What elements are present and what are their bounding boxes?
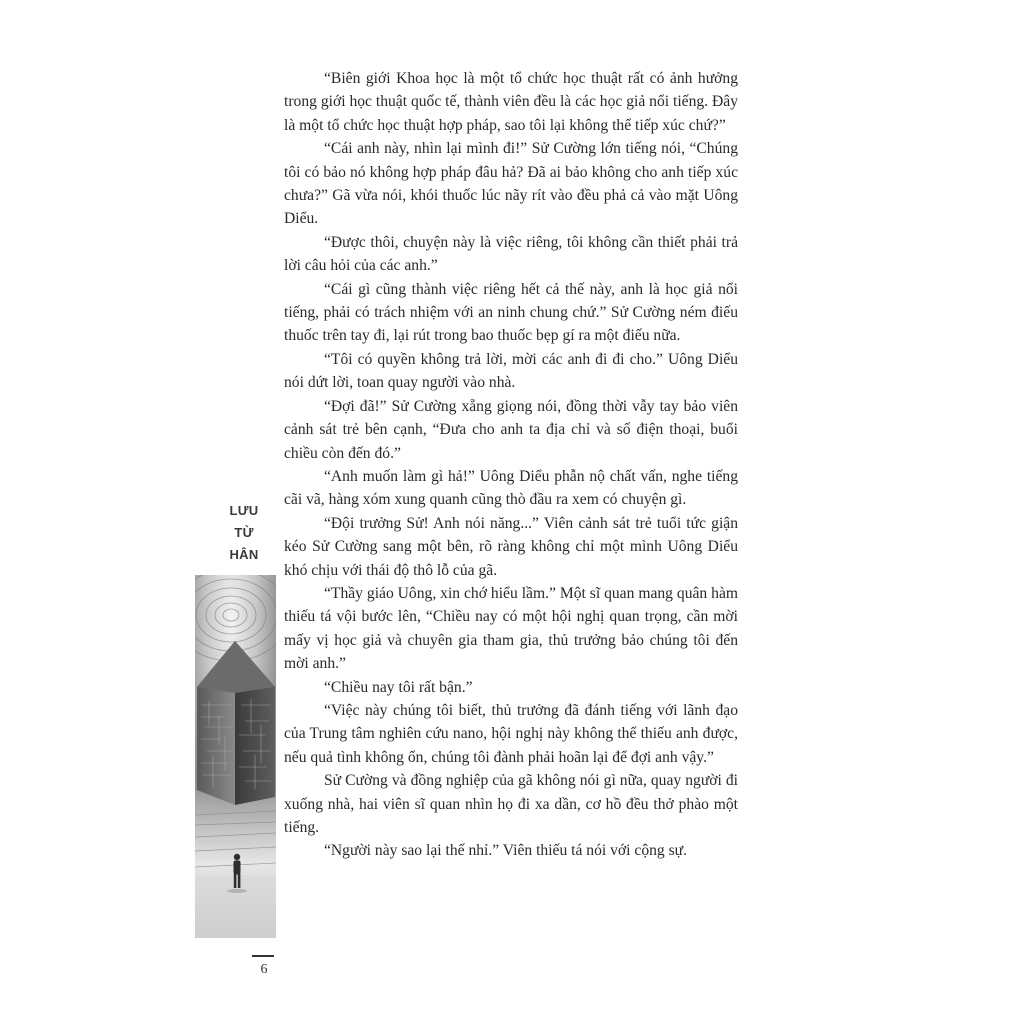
paragraph: “Cái gì cũng thành việc riêng hết cả thế này, anh là học giả nổi tiếng, phải có trách nhiệm với an ninh chung chứ.” Sử Cường ném điếu thuốc trên tay đi, lại rút trong bao thuốc bẹp gí ra một điếu nữa. [284,280,738,345]
running-head-line: LƯU [229,503,259,518]
paragraph: “Người này sao lại thế nhỉ.” Viên thiếu tá nói với cộng sự. [324,842,688,860]
paragraph: “Đội trưởng Sử! Anh nói năng...” Viên cảnh sát trẻ tuổi tức giận kéo Sử Cường sang một bên, rõ ràng không chỉ một mình Uông Diểu khó chịu với thái độ thô lỗ của gã. [284,514,738,579]
paragraph: Sử Cường và đồng nghiệp của gã không nói gì nữa, quay người đi xuống nhà, hai viên sĩ quan nhìn họ đi xa dần, cơ hồ đều thở phào một tiếng. [284,772,738,836]
running-head-author [226,500,262,566]
paragraph: “Đợi đã!” Sử Cường xẵng giọng nói, đồng thời vẫy tay bảo viên cảnh sát trẻ bên cạnh, “Đưa cho anh ta địa chỉ và số điện thoại, buổi chiều còn đến đó.” [284,397,738,462]
paragraph: “Thầy giáo Uông, xin chớ hiểu lầm.” Một sĩ quan mang quân hàm thiếu tá vội bước lên, “Chiều nay có một hội nghị quan trọng, cần mời mấy vị học giả và chuyên gia tham gia, thủ trưởng bảo chúng tôi đến mời anh.” [284,584,738,673]
pyramid-illustration [195,575,276,938]
paragraph: “Biên giới Khoa học là một tổ chức học thuật rất có ảnh hưởng trong giới học thuật quốc tế, thành viên đều là các học giả nổi tiếng. Đây là một tổ chức học thuật hợp pháp, sao tôi lại không thể tiếp xúc chứ?” [284,70,738,134]
cover-art-strip [195,575,276,938]
running-head-line: TỪ [234,525,254,540]
running-head-line: HÂN [229,547,259,562]
paragraph: “Anh muốn làm gì hả!” Uông Diểu phẫn nộ chất vấn, nghe tiếng cãi vã, hàng xóm xung quanh cũng thò đầu ra xem có chuyện gì. [284,467,738,509]
page-number-rule [252,955,274,957]
body-text [284,67,738,863]
paragraph: “Tôi có quyền không trả lời, mời các anh đi đi cho.” Uông Diểu nói dứt lời, toan quay người vào nhà. [284,350,738,392]
paragraph: “Được thôi, chuyện này là việc riêng, tôi không cần thiết phải trả lời câu hỏi của các anh.” [284,233,738,275]
page-number: 6 [260,962,268,977]
paragraph: “Cái anh này, nhìn lại mình đi!” Sử Cường lớn tiếng nói, “Chúng tôi có bảo nó không hợp pháp đâu hả? Đã ai bảo không cho anh tiếp xúc chưa?” Gã vừa nói, khói thuốc lúc nãy rít vào đều phả cả vào mặt Uông Diểu. [284,140,738,228]
paragraph: “Chiều nay tôi rất bận.” [324,678,473,696]
paragraph: “Việc này chúng tôi biết, thủ trưởng đã đánh tiếng với lãnh đạo của Trung tâm nghiên cứu nano, hội nghị này không thể thiếu anh được, nếu quả tình không ổn, chúng tôi đành phải hoãn lại để đợi anh vậy.” [284,701,738,766]
